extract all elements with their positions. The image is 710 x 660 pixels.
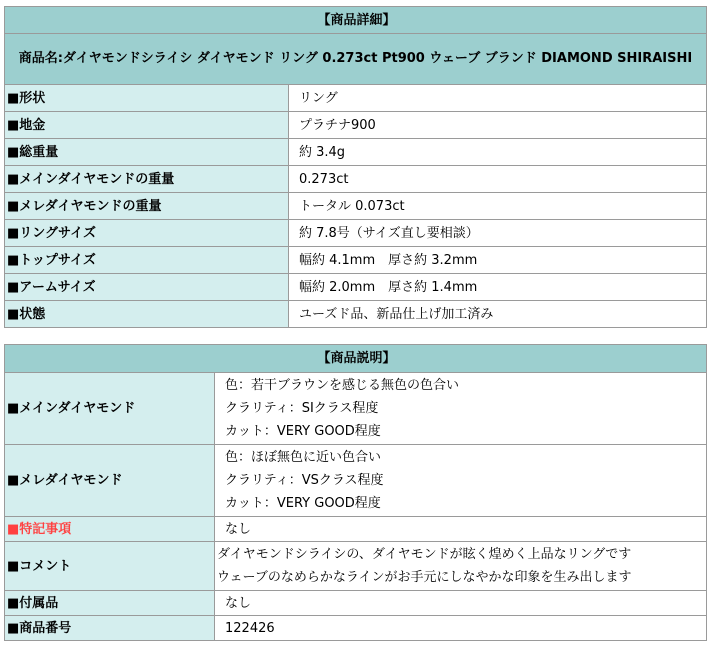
table-row xyxy=(5,220,707,247)
table-row xyxy=(5,112,707,139)
row-value-top-size: 幅約 4.1mm 厚さ約 3.2mm xyxy=(289,247,707,274)
special-notes-label: ■特記事項 xyxy=(5,517,215,542)
table-row xyxy=(5,274,707,301)
special-notes-value: なし xyxy=(215,517,707,542)
table-row xyxy=(5,542,707,591)
table-row xyxy=(5,591,707,616)
melee-diamond-clarity: クラリティ：VSクラス程度 xyxy=(225,473,384,488)
table-row xyxy=(5,301,707,328)
row-value-ring-size: 約 7.8号（サイズ直し要相談） xyxy=(289,220,707,247)
table-row xyxy=(5,247,707,274)
accessories-label: ■付属品 xyxy=(5,591,215,616)
description-title: 【商品説明】 xyxy=(5,345,707,373)
table-row xyxy=(5,139,707,166)
row-label-total-weight: ■総重量 xyxy=(5,139,289,166)
table-row xyxy=(5,373,707,445)
row-value-metal: プラチナ900 xyxy=(289,112,707,139)
row-label-shape: ■形状 xyxy=(5,85,289,112)
melee-diamond-color: 色：ほぼ無色に近い色合い xyxy=(225,450,382,465)
melee-diamond-details xyxy=(215,445,707,517)
table-row xyxy=(5,166,707,193)
product-details-table xyxy=(4,6,707,328)
product-number-label: ■商品番号 xyxy=(5,616,215,641)
details-title: 【商品詳細】 xyxy=(5,7,707,34)
row-value-shape: リング xyxy=(289,85,707,112)
product-description-table xyxy=(4,344,707,641)
product-name: 商品名:ダイヤモンドシライシ ダイヤモンド リング 0.273ct Pt900 ウェーブ ブランド DIAMOND SHIRAISHI xyxy=(5,34,707,85)
row-value-main-diamond-weight: 0.273ct xyxy=(289,166,707,193)
main-diamond-cut: カット：VERY GOOD程度 xyxy=(225,424,381,439)
melee-diamond-label: ■メレダイヤモンド xyxy=(5,445,215,517)
row-value-melee-diamond-weight: トータル 0.073ct xyxy=(289,193,707,220)
table-row xyxy=(5,616,707,641)
row-label-main-diamond-weight: ■メインダイヤモンドの重量 xyxy=(5,166,289,193)
row-label-top-size: ■トップサイズ xyxy=(5,247,289,274)
main-diamond-clarity: クラリティ：SIクラス程度 xyxy=(225,401,379,416)
table-row xyxy=(5,517,707,542)
table-row xyxy=(5,85,707,112)
row-label-condition: ■状態 xyxy=(5,301,289,328)
comment-line: ウェーブのなめらかなラインがお手元にしなやかな印象を生み出します xyxy=(217,570,632,585)
table-row xyxy=(5,445,707,517)
product-number-value: 122426 xyxy=(215,616,707,641)
table-row xyxy=(5,193,707,220)
row-value-total-weight: 約 3.4g xyxy=(289,139,707,166)
row-label-arm-size: ■アームサイズ xyxy=(5,274,289,301)
row-label-melee-diamond-weight: ■メレダイヤモンドの重量 xyxy=(5,193,289,220)
melee-diamond-cut: カット：VERY GOOD程度 xyxy=(225,496,381,511)
row-label-ring-size: ■リングサイズ xyxy=(5,220,289,247)
row-value-arm-size: 幅約 2.0mm 厚さ約 1.4mm xyxy=(289,274,707,301)
comment-label: ■コメント xyxy=(5,542,215,591)
accessories-value: なし xyxy=(215,591,707,616)
comment-text xyxy=(215,542,707,591)
main-diamond-label: ■メインダイヤモンド xyxy=(5,373,215,445)
row-label-metal: ■地金 xyxy=(5,112,289,139)
main-diamond-details xyxy=(215,373,707,445)
main-diamond-color: 色：若干ブラウンを感じる無色の色合い xyxy=(225,378,460,393)
comment-line: ダイヤモンドシライシの、ダイヤモンドが眩く煌めく上品なリングです xyxy=(217,547,632,562)
row-value-condition: ユーズド品、新品仕上げ加工済み xyxy=(289,301,707,328)
